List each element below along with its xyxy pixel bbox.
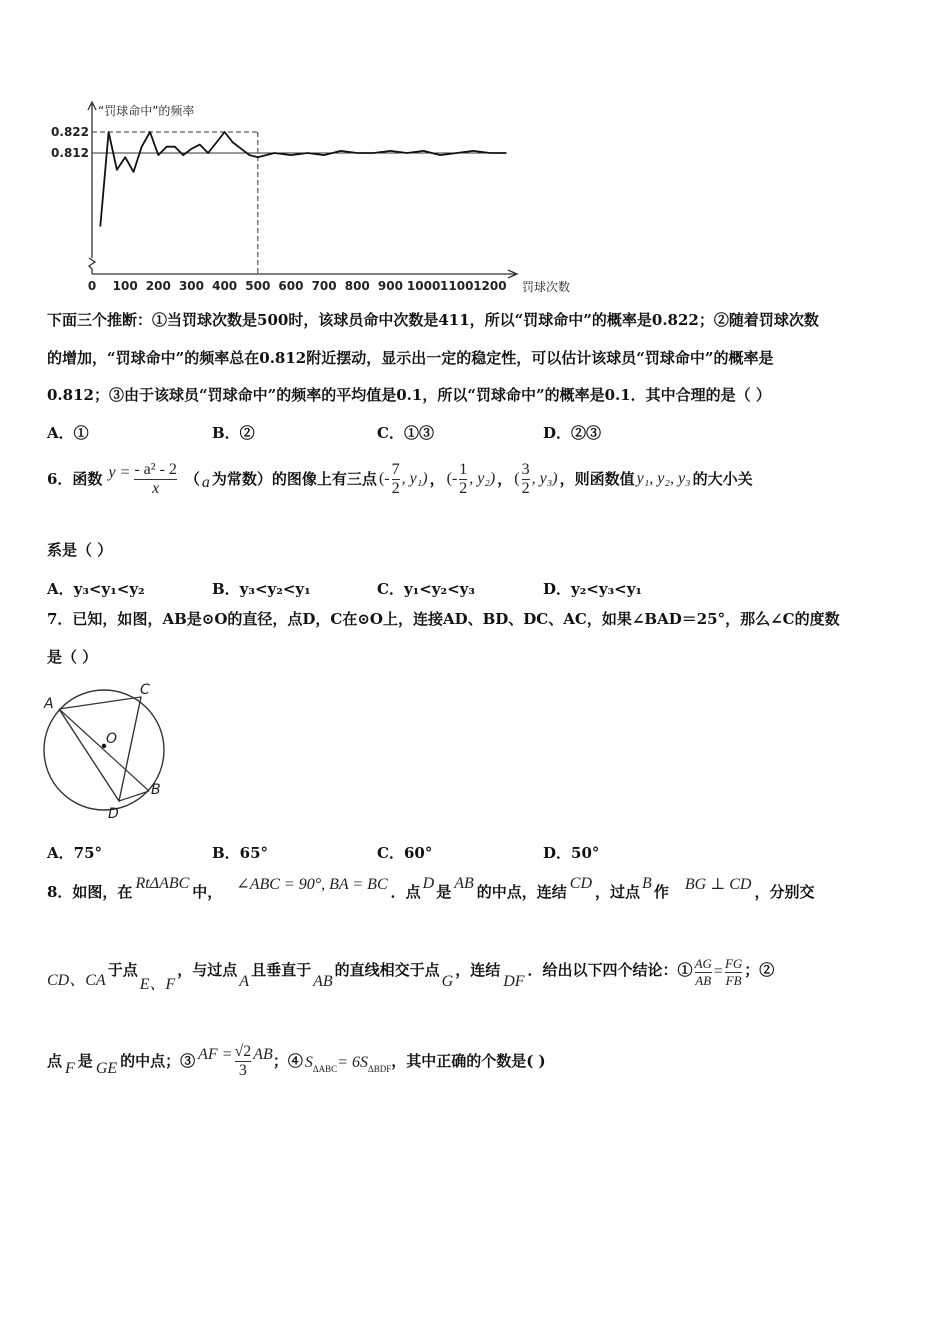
q8-fraction-ag-ab <box>695 956 712 989</box>
label-b: B <box>151 782 161 798</box>
q5-line-3: 0.812；③由于该球员“罚球命中”的频率的平均值是0.1，所以“罚球命中”的概率是0.1．其中合理的是（ ） <box>47 386 771 404</box>
q6-tail: 的大小关 <box>692 469 753 488</box>
q8-l2-d: 的直线相交于点 <box>334 960 440 979</box>
q6-sep-2: ， <box>497 469 513 488</box>
q7-option-b[interactable]: B．65° <box>212 844 269 862</box>
chart-tick-labels <box>51 125 507 293</box>
q6-p2-num: 1 <box>459 460 468 478</box>
q8-area-sub-abc: ΔABC <box>312 1064 338 1074</box>
q8-line-2 <box>47 948 774 996</box>
q8-points-e-f: E、F <box>139 975 176 993</box>
q6-point-2-rest: , y₂) <box>469 470 496 487</box>
q5-line-1: 下面三个推断：①当罚球次数是500时，该球员命中次数是411，所以“罚球命中”的概率是0.822；②随着罚球次数 <box>47 311 819 329</box>
segment-bd <box>119 791 149 801</box>
q6-fn-fraction <box>134 461 177 498</box>
q8-f2-den: FB <box>725 972 742 988</box>
q8-l1-a: 8．如图，在 <box>47 882 133 901</box>
chart-x-tick-label: 1200 <box>473 279 507 293</box>
q8-l3-b: 是 <box>77 1051 93 1070</box>
q6-point-1-rest: , y₁) <box>401 470 428 487</box>
q8-point-a: A <box>239 973 250 990</box>
q8-l2-g: ；② <box>744 960 775 979</box>
chart-x-tick-label: 400 <box>212 279 238 293</box>
q8-f1-den: AB <box>695 972 712 988</box>
q6-prefix: 6．函数 <box>47 469 103 488</box>
q5-option-b[interactable]: B．② <box>212 424 255 442</box>
q8-rt-triangle: RtΔABC <box>135 875 190 892</box>
q8-area-sub-bdf: ΔBDF <box>367 1064 392 1074</box>
chart-x-tick-label: 800 <box>344 279 370 293</box>
q8-sqrt-num: √2 <box>234 1042 252 1060</box>
q6-note-rest: 为常数）的图像上有三点 <box>211 469 377 488</box>
q8-point-g: G <box>441 973 454 990</box>
label-a: A <box>44 696 54 712</box>
q8-l3-a: 点 <box>47 1051 63 1070</box>
chart-x-tick-label: 1100 <box>440 279 474 293</box>
q8-sqrt-den: 3 <box>238 1061 247 1079</box>
q8-l1-b: 中， <box>192 882 223 901</box>
q6-point-2-fraction <box>459 461 467 498</box>
q6-a-var: a <box>201 474 210 491</box>
q8-fraction-fg-fb <box>725 956 742 989</box>
q6-point-2-open: (- <box>446 470 458 487</box>
q6-p3-num: 3 <box>521 460 530 478</box>
q6-fn-denominator: x <box>152 479 160 497</box>
chart-series-line <box>100 132 506 227</box>
q6-line-2: 系是（ ） <box>47 541 113 559</box>
segment-ac-cb <box>59 697 141 801</box>
q8-l2-c: 且垂直于 <box>251 960 312 979</box>
label-o: O <box>106 731 118 747</box>
q6-values: y₁, y₂, y₃ <box>636 470 691 487</box>
q8-segment-df: DF <box>503 973 525 990</box>
q6-fn-lhs: y = <box>108 464 131 481</box>
frequency-line-chart <box>40 96 600 301</box>
chart-y-axis-break <box>89 258 95 274</box>
q6-mid: ，则函数值 <box>559 469 635 488</box>
chart-series <box>100 132 506 227</box>
q8-l2-a: 于点 <box>107 960 138 979</box>
q7-line-1: 7．已知，如图，AB是⊙O的直径，点D，C在⊙O上，连接AD、BD、DC、AC，如果∠BAD＝25°，那么∠C的度数 <box>47 610 840 628</box>
q8-segment-ab-2: AB <box>313 973 333 990</box>
q8-area-s1: S <box>304 1054 313 1071</box>
q8-l1-f: ，过点 <box>595 882 641 901</box>
chart-y-tick-label: 0.822 <box>51 125 89 139</box>
chart-x-axis-label: 罚球次数 <box>522 280 571 294</box>
chart-x-tick-label: 200 <box>145 279 171 293</box>
q6-point-3-fraction <box>522 461 530 498</box>
q8-line-1 <box>47 872 814 912</box>
q6-point-1-open: (- <box>378 470 390 487</box>
q5-option-a[interactable]: A．① <box>47 424 89 442</box>
q8-l1-e: 的中点，连结 <box>476 882 567 901</box>
q6-point-3-open: ( <box>514 470 520 487</box>
q7-option-c[interactable]: C．60° <box>377 844 433 862</box>
q8-l1-h: ，分别交 <box>754 882 815 901</box>
q6-p1-den: 2 <box>391 479 400 497</box>
q8-equals: = <box>713 963 723 980</box>
q8-l3-e: ，其中正确的个数是( ) <box>391 1051 546 1070</box>
q8-cd-ca: CD、CA <box>47 971 106 989</box>
q5-option-c[interactable]: C．①③ <box>377 424 434 442</box>
q8-l3-c: 的中点；③ <box>120 1051 196 1070</box>
chart-x-tick-label: 0 <box>87 279 97 293</box>
q8-point-f: F <box>65 1060 75 1077</box>
q8-l1-c: ．点 <box>390 882 421 901</box>
q5-option-d[interactable]: D．②③ <box>543 424 602 442</box>
q6-point-3-rest: , y₃) <box>531 470 558 487</box>
q8-sqrt-fraction <box>235 1043 252 1080</box>
q8-l2-f: ．给出以下四个结论：① <box>527 960 693 979</box>
q6-p1-num: 7 <box>391 460 400 478</box>
q8-af-ab: AB <box>253 1046 273 1063</box>
q6-line-1 <box>47 456 753 502</box>
chart-x-tick-label: 600 <box>278 279 304 293</box>
q7-option-d[interactable]: D．50° <box>543 844 600 862</box>
segment-dc <box>119 697 141 801</box>
q8-l3-d: ；④ <box>272 1051 303 1070</box>
q8-l2-b: ，与过点 <box>177 960 238 979</box>
q8-l1-d: 是 <box>436 882 452 901</box>
q5-line-2: 的增加，“罚球命中”的频率总在0.812附近摆动，显示出一定的稳定性，可以估计该球员“罚球命中”的概率是 <box>47 349 774 367</box>
chart-x-tick-label: 1000 <box>406 279 441 293</box>
q7-circle-figure <box>38 680 178 825</box>
q8-l1-g: 作 <box>653 882 669 901</box>
q8-segment-cd: CD <box>569 875 593 892</box>
chart-axes <box>88 102 517 278</box>
q7-option-a[interactable]: A．75° <box>47 844 103 862</box>
q6-option-d[interactable]: D．y₂<y₃<y₁ <box>543 580 643 598</box>
q6-option-c[interactable]: C．y₁<y₂<y₃ <box>377 580 475 598</box>
q8-line-3 <box>47 1034 546 1088</box>
q8-f1-num: AG <box>694 955 712 971</box>
q8-l2-e: ，连结 <box>455 960 501 979</box>
q8-f2-num: FG <box>724 955 743 971</box>
q8-perpendicular: BG ⊥ CD <box>684 876 752 893</box>
label-d: D <box>108 806 119 822</box>
chart-x-tick-label: 300 <box>178 279 205 293</box>
q8-area-mid: = 6S <box>337 1054 368 1071</box>
q6-p3-den: 2 <box>521 479 530 497</box>
chart-y-tick-label: 0.812 <box>51 146 89 160</box>
q6-fn-numerator: - a² - 2 <box>134 460 177 478</box>
q6-option-a[interactable]: A．y₃<y₁<y₂ <box>47 580 145 598</box>
q6-paren: （ <box>184 469 200 488</box>
q8-segment-ab: AB <box>454 875 474 892</box>
q8-point-b: B <box>642 875 652 892</box>
q6-option-b[interactable]: B．y₃<y₂<y₁ <box>212 580 311 598</box>
chart-x-tick-label: 700 <box>311 279 337 293</box>
chart-x-tick-label: 500 <box>245 279 271 293</box>
q8-condition: ∠ABC = 90°, BA = BC <box>236 876 388 893</box>
chart-y-axis-label: “罚球命中”的频率 <box>98 104 195 118</box>
q6-point-1-fraction <box>392 461 400 498</box>
q7-line-2: 是（ ） <box>47 648 98 666</box>
label-c: C <box>140 682 150 698</box>
q8-segment-ge: GE <box>95 1060 118 1077</box>
chart-x-tick-label: 100 <box>112 279 138 293</box>
q8-point-d: D <box>422 875 435 892</box>
q6-p2-den: 2 <box>459 479 468 497</box>
chart-x-tick-label: 900 <box>377 279 403 293</box>
q8-af-lhs: AF = <box>198 1046 233 1063</box>
q6-sep-1: ， <box>429 469 445 488</box>
